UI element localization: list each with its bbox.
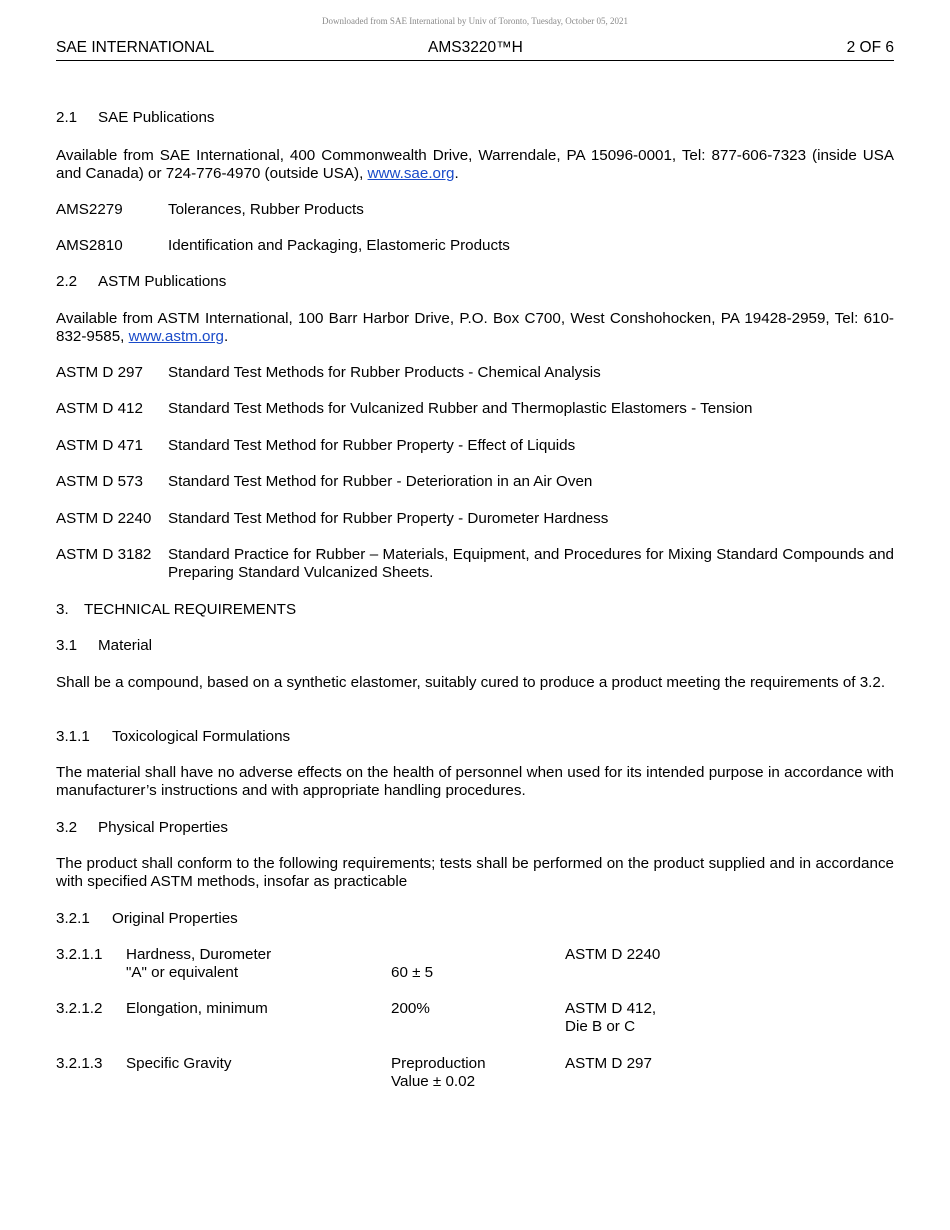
property-name [126,946,391,982]
property-value-line: 60 ± 5 [391,964,434,981]
reference-title: Standard Test Method for Rubber - Deterioration in an Air Oven [168,473,593,490]
reference-item [56,510,894,528]
toxicological-paragraph: The material shall have no adverse effects on the health of personnel when used for its intended purpose in accordance with manufacturer’s instructions and with appropriate handling procedures. [56,764,894,799]
reference-item [56,201,894,219]
property-row-elongation [56,1000,894,1036]
reference-code: ASTM D 412 [56,400,143,417]
sae-website-link[interactable]: www.sae.org [367,165,455,182]
section-number: 3. [56,601,69,618]
property-value [391,1055,565,1091]
section-title: Original Properties [112,910,238,927]
section-3-1-heading [56,637,894,655]
reference-code: AMS2279 [56,201,123,218]
astm-availability-paragraph [56,310,894,346]
reference-item [56,237,894,255]
property-number: 3.2.1.3 [56,1055,103,1072]
property-name-line: Hardness, Durometer [126,946,272,963]
section-3-2-1-heading [56,910,894,928]
reference-code: AMS2810 [56,237,123,254]
reference-item [56,546,894,582]
reference-title: Tolerances, Rubber Products [168,201,364,218]
header-page-number: 2 OF 6 [846,39,894,56]
physical-properties-paragraph: The product shall conform to the following requirements; tests shall be performed on the product supplied and in accordance with specified ASTM methods, insofar as practicable [56,855,894,890]
section-number: 2.2 [56,273,78,290]
reference-title: Standard Test Method for Rubber Property - Durometer Hardness [168,510,609,527]
property-number: 3.2.1.1 [56,946,103,963]
material-paragraph: Shall be a compound, based on a synthetic elastomer, suitably cured to produce a product meeting the requirements of 3.2. [56,674,886,691]
section-title: Physical Properties [98,819,228,836]
section-title: Toxicological Formulations [112,728,291,745]
section-number: 3.2 [56,819,78,836]
download-watermark: Downloaded from SAE International by Univ of Toronto, Tuesday, October 05, 2021 [321,16,629,26]
reference-code: ASTM D 573 [56,473,143,490]
paragraph-text: Available from ASTM International, 100 Barr Harbor Drive, P.O. Box C700, West Conshohocken, PA 19428-2959, Tel: 610-832-9585, [56,310,894,345]
property-value [391,946,565,982]
header-doc-id: AMS3220™H [428,39,523,56]
reference-item [56,437,894,455]
page-header [56,38,894,61]
property-method-line: ASTM D 297 [565,1055,652,1072]
section-number: 3.1 [56,637,78,654]
section-title: ASTM Publications [98,273,227,290]
reference-code: ASTM D 297 [56,364,143,381]
reference-item [56,364,894,382]
reference-item [56,400,894,418]
reference-code: ASTM D 471 [56,437,143,454]
section-number: 3.1.1 [56,728,90,745]
property-name-line: Specific Gravity [126,1055,232,1072]
property-value-line: Preproduction [391,1055,486,1072]
reference-code: ASTM D 2240 [56,510,152,527]
reference-title: Standard Test Methods for Vulcanized Rubber and Thermoplastic Elastomers - Tension [168,400,753,417]
section-2-2-heading [56,273,894,291]
header-org: SAE INTERNATIONAL [56,39,215,56]
section-number: 3.2.1 [56,910,90,927]
property-value [391,1000,565,1036]
paragraph-end: . [454,165,459,182]
section-3-1-1-heading [56,728,894,746]
section-number: 2.1 [56,109,78,126]
section-title: SAE Publications [98,109,215,126]
property-test-method [565,946,894,982]
reference-title: Standard Test Method for Rubber Property - Effect of Liquids [168,437,576,454]
property-method-line: ASTM D 2240 [565,946,661,963]
property-value-line [391,946,565,964]
reference-code: ASTM D 3182 [56,546,152,563]
section-title: TECHNICAL REQUIREMENTS [84,601,297,618]
reference-item [56,473,894,491]
section-3-2-heading [56,819,894,837]
property-method-line: ASTM D 412, [565,1000,657,1017]
property-row-hardness [56,946,894,982]
section-3-heading [56,601,894,619]
property-name [126,1055,391,1091]
paragraph-end: . [224,328,229,345]
reference-title: Standard Practice for Rubber – Materials, Equipment, and Procedures for Mixing Standard Compounds and Preparing Standard Vulcanized Sheets. [168,546,894,581]
sae-availability-paragraph [56,147,894,183]
property-value-line: 200% [391,1000,430,1017]
astm-website-link[interactable]: www.astm.org [128,328,224,345]
section-title: Material [98,637,153,654]
section-2-1-heading [56,109,894,127]
reference-title: Standard Test Methods for Rubber Products - Chemical Analysis [168,364,601,381]
property-method-line: Die B or C [565,1018,636,1035]
paragraph-text: Available from SAE International, 400 Commonwealth Drive, Warrendale, PA 15096-0001, Tel: 877-606-7323 (inside USA and Canada) or 724-776-4970 (outside USA), [56,147,894,182]
reference-title: Identification and Packaging, Elastomeric Products [168,237,510,254]
property-test-method [565,1055,894,1091]
property-name [126,1000,391,1036]
property-name-line: "A" or equivalent [126,964,239,981]
property-number: 3.2.1.2 [56,1000,103,1017]
property-row-specific-gravity [56,1055,894,1091]
property-value-line: Value ± 0.02 [391,1073,476,1090]
property-name-line: Elongation, minimum [126,1000,268,1017]
property-test-method [565,1000,894,1036]
